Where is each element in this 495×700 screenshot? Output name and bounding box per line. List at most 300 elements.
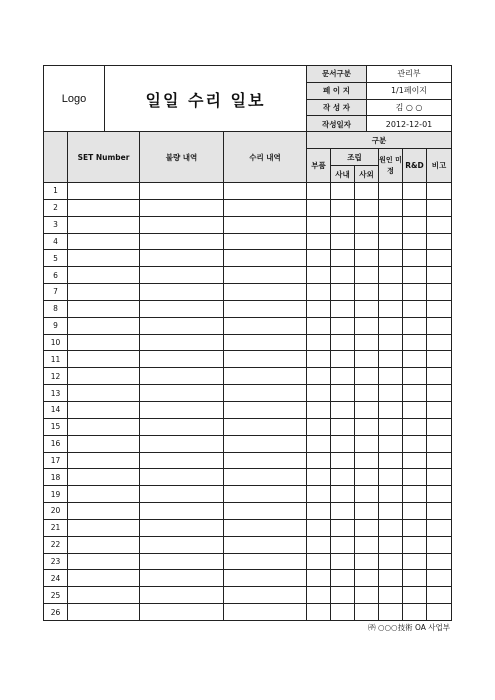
table-row [44,183,452,200]
entry-cell[interactable] [307,519,331,536]
entry-cell[interactable] [379,300,403,317]
entry-cell[interactable] [355,216,379,233]
entry-cell[interactable] [379,486,403,503]
row-number: 22 [44,536,68,553]
logo: Logo [44,66,105,133]
entry-cell[interactable] [379,183,403,200]
entry-cell[interactable] [427,250,452,267]
entry-cell[interactable] [355,267,379,284]
entry-cell[interactable] [68,469,140,486]
entry-cell[interactable] [68,435,140,452]
entry-cell[interactable] [68,300,140,317]
entry-cell[interactable] [307,385,331,402]
row-number: 15 [44,418,68,435]
table-row [44,233,452,250]
entry-cell[interactable] [379,604,403,621]
entry-cell[interactable] [379,199,403,216]
entry-cell[interactable] [307,183,331,200]
entry-cell[interactable] [427,486,452,503]
row-number: 19 [44,486,68,503]
entry-cell[interactable] [140,604,224,621]
entry-cell[interactable] [355,536,379,553]
entry-cell[interactable] [403,486,427,503]
entry-cell[interactable] [331,503,355,520]
entry-cell[interactable] [403,503,427,520]
entry-cell[interactable] [355,300,379,317]
entry-cell[interactable] [427,351,452,368]
entry-cell[interactable] [427,570,452,587]
parts-header: 부품 [307,149,331,183]
entry-cell[interactable] [427,536,452,553]
entry-cell[interactable] [68,233,140,250]
entry-cell[interactable] [140,519,224,536]
entry-cell[interactable] [307,199,331,216]
table-row [44,401,452,418]
entry-cell[interactable] [331,334,355,351]
entry-cell[interactable] [307,250,331,267]
outsourced-header: 사외 [355,166,379,183]
entry-cell[interactable] [427,587,452,604]
entry-cell[interactable] [379,536,403,553]
entry-cell[interactable] [403,250,427,267]
entry-cell[interactable] [224,452,307,469]
entry-cell[interactable] [140,267,224,284]
table-row [44,519,452,536]
entry-cell[interactable] [427,435,452,452]
entry-cell[interactable] [224,300,307,317]
entry-cell[interactable] [331,435,355,452]
entry-cell[interactable] [140,435,224,452]
entry-cell[interactable] [68,284,140,301]
entry-cell[interactable] [331,284,355,301]
entry-cell[interactable] [307,368,331,385]
entry-cell[interactable] [427,604,452,621]
entry-cell[interactable] [403,368,427,385]
entry-cell[interactable] [427,300,452,317]
entry-cell[interactable] [403,570,427,587]
entry-cell[interactable] [68,604,140,621]
entry-cell[interactable] [224,334,307,351]
entry-cell[interactable] [427,519,452,536]
entry-cell[interactable] [224,418,307,435]
entry-cell[interactable] [427,199,452,216]
meta-label-author: 작 성 자 [307,99,367,116]
entry-cell[interactable] [403,317,427,334]
entry-cell[interactable] [331,250,355,267]
entry-cell[interactable] [307,604,331,621]
entry-cell[interactable] [427,503,452,520]
meta-value-doc-type: 관리부 [367,66,452,83]
table-row [44,587,452,604]
entry-cell[interactable] [140,233,224,250]
entry-cell[interactable] [140,216,224,233]
entry-cell[interactable] [403,553,427,570]
rnd-header: R&D [403,149,427,183]
repair-log-table [43,131,452,621]
entry-cell[interactable] [379,452,403,469]
entry-cell[interactable] [379,401,403,418]
entry-cell[interactable] [379,317,403,334]
entry-cell[interactable] [379,469,403,486]
entry-cell[interactable] [355,183,379,200]
entry-cell[interactable] [140,300,224,317]
entry-cell[interactable] [224,435,307,452]
entry-cell[interactable] [403,216,427,233]
entry-cell[interactable] [307,570,331,587]
entry-cell[interactable] [403,233,427,250]
entry-cell[interactable] [224,368,307,385]
entry-cell[interactable] [379,587,403,604]
table-row [44,452,452,469]
entry-cell[interactable] [224,519,307,536]
row-number: 14 [44,401,68,418]
entry-cell[interactable] [224,385,307,402]
entry-cell[interactable] [307,284,331,301]
entry-cell[interactable] [379,351,403,368]
entry-cell[interactable] [403,519,427,536]
row-number: 9 [44,317,68,334]
entry-cell[interactable] [331,368,355,385]
defect-details-header: 불량 내역 [140,132,224,183]
entry-cell[interactable] [140,183,224,200]
entry-cell[interactable] [379,385,403,402]
entry-cell[interactable] [331,604,355,621]
entry-cell[interactable] [224,553,307,570]
entry-cell[interactable] [140,452,224,469]
entry-cell[interactable] [427,418,452,435]
entry-cell[interactable] [355,401,379,418]
entry-cell[interactable] [355,604,379,621]
row-number: 2 [44,199,68,216]
entry-cell[interactable] [331,317,355,334]
row-number: 11 [44,351,68,368]
entry-cell[interactable] [331,469,355,486]
meta-value-date: 2012-12-01 [367,116,452,133]
entry-cell[interactable] [403,267,427,284]
row-number: 24 [44,570,68,587]
entry-cell[interactable] [427,401,452,418]
row-number: 21 [44,519,68,536]
entry-cell[interactable] [403,418,427,435]
entry-cell[interactable] [307,486,331,503]
table-row [44,351,452,368]
entry-cell[interactable] [403,183,427,200]
entry-cell[interactable] [403,385,427,402]
entry-cell[interactable] [427,284,452,301]
entry-cell[interactable] [379,435,403,452]
entry-cell[interactable] [403,334,427,351]
entry-cell[interactable] [307,216,331,233]
meta-label-doc-type: 문서구분 [307,66,367,83]
table-row [44,418,452,435]
entry-cell[interactable] [379,503,403,520]
entry-cell[interactable] [355,317,379,334]
entry-cell[interactable] [307,317,331,334]
table-row [44,435,452,452]
entry-cell[interactable] [307,553,331,570]
entry-cell[interactable] [68,452,140,469]
entry-cell[interactable] [68,250,140,267]
row-number: 23 [44,553,68,570]
entry-cell[interactable] [403,452,427,469]
entry-cell[interactable] [140,250,224,267]
entry-cell[interactable] [331,536,355,553]
entry-cell[interactable] [355,553,379,570]
row-number: 25 [44,587,68,604]
entry-cell[interactable] [68,199,140,216]
entry-cell[interactable] [427,267,452,284]
document-title: 일일 수리 일보 [105,66,307,133]
entry-cell[interactable] [427,385,452,402]
entry-cell[interactable] [331,199,355,216]
entry-cell[interactable] [224,401,307,418]
entry-cell[interactable] [427,452,452,469]
entry-cell[interactable] [140,351,224,368]
entry-cell[interactable] [68,216,140,233]
entry-cell[interactable] [68,553,140,570]
entry-cell[interactable] [427,216,452,233]
entry-cell[interactable] [331,418,355,435]
table-row [44,604,452,621]
row-number: 4 [44,233,68,250]
row-number: 20 [44,503,68,520]
entry-cell[interactable] [331,183,355,200]
entry-cell[interactable] [379,267,403,284]
assembly-header: 조립 [331,149,379,166]
entry-cell[interactable] [355,435,379,452]
entry-cell[interactable] [224,267,307,284]
entry-cell[interactable] [68,536,140,553]
entry-cell[interactable] [307,418,331,435]
entry-cell[interactable] [140,536,224,553]
entry-cell[interactable] [331,587,355,604]
entry-cell[interactable] [403,435,427,452]
entry-cell[interactable] [331,216,355,233]
entry-cell[interactable] [68,368,140,385]
entry-cell[interactable] [307,351,331,368]
entry-cell[interactable] [68,418,140,435]
entry-cell[interactable] [331,553,355,570]
entry-cell[interactable] [307,435,331,452]
entry-cell[interactable] [68,267,140,284]
entry-cell[interactable] [140,284,224,301]
entry-cell[interactable] [331,452,355,469]
entry-cell[interactable] [140,486,224,503]
entry-cell[interactable] [379,216,403,233]
entry-cell[interactable] [403,604,427,621]
entry-cell[interactable] [355,199,379,216]
entry-cell[interactable] [307,233,331,250]
entry-cell[interactable] [68,351,140,368]
category-header: 구분 [307,132,452,149]
entry-cell[interactable] [68,334,140,351]
entry-cell[interactable] [355,250,379,267]
entry-cell[interactable] [140,317,224,334]
entry-cell[interactable] [355,385,379,402]
entry-cell[interactable] [224,469,307,486]
entry-cell[interactable] [224,199,307,216]
entry-cell[interactable] [68,401,140,418]
entry-cell[interactable] [355,519,379,536]
row-number: 16 [44,435,68,452]
entry-cell[interactable] [331,401,355,418]
entry-cell[interactable] [331,519,355,536]
entry-cell[interactable] [379,368,403,385]
entry-cell[interactable] [224,604,307,621]
entry-cell[interactable] [307,401,331,418]
entry-cell[interactable] [68,519,140,536]
entry-cell[interactable] [355,368,379,385]
entry-cell[interactable] [331,385,355,402]
cause-undetermined-header: 원인 미정 [379,149,403,183]
table-row [44,250,452,267]
entry-cell[interactable] [331,570,355,587]
entry-cell[interactable] [68,587,140,604]
row-number: 10 [44,334,68,351]
entry-cell[interactable] [68,486,140,503]
row-number: 6 [44,267,68,284]
entry-cell[interactable] [331,351,355,368]
row-number: 12 [44,368,68,385]
entry-cell[interactable] [307,536,331,553]
entry-cell[interactable] [355,233,379,250]
table-row [44,267,452,284]
remarks-header: 비고 [427,149,452,183]
entry-cell[interactable] [427,317,452,334]
row-number: 17 [44,452,68,469]
repair-details-header: 수리 내역 [224,132,307,183]
entry-cell[interactable] [307,300,331,317]
entry-cell[interactable] [140,368,224,385]
company-footer: ㈜ ○○○技術 OA 사업부 [368,623,450,632]
entry-cell[interactable] [140,401,224,418]
entry-cell[interactable] [379,250,403,267]
row-number: 18 [44,469,68,486]
table-row [44,486,452,503]
entry-cell[interactable] [403,300,427,317]
entry-cell[interactable] [224,486,307,503]
entry-cell[interactable] [307,469,331,486]
log-body [44,183,452,621]
entry-cell[interactable] [331,300,355,317]
table-row [44,536,452,553]
entry-cell[interactable] [140,587,224,604]
table-row [44,469,452,486]
row-number: 5 [44,250,68,267]
entry-cell[interactable] [140,418,224,435]
entry-cell[interactable] [355,587,379,604]
set-number-header: SET Number [68,132,140,183]
entry-cell[interactable] [140,503,224,520]
entry-cell[interactable] [331,267,355,284]
entry-cell[interactable] [403,199,427,216]
entry-cell[interactable] [379,334,403,351]
entry-cell[interactable] [403,587,427,604]
entry-cell[interactable] [427,368,452,385]
entry-cell[interactable] [355,334,379,351]
table-row [44,216,452,233]
entry-cell[interactable] [355,418,379,435]
entry-cell[interactable] [355,486,379,503]
entry-cell[interactable] [403,469,427,486]
entry-cell[interactable] [224,317,307,334]
entry-cell[interactable] [355,284,379,301]
entry-cell[interactable] [224,284,307,301]
entry-cell[interactable] [355,351,379,368]
entry-cell[interactable] [403,351,427,368]
entry-cell[interactable] [224,587,307,604]
meta-value-author: 김 ○ ○ [367,99,452,116]
entry-cell[interactable] [379,519,403,536]
entry-cell[interactable] [140,334,224,351]
entry-cell[interactable] [355,452,379,469]
entry-cell[interactable] [331,486,355,503]
entry-cell[interactable] [140,553,224,570]
entry-cell[interactable] [331,233,355,250]
entry-cell[interactable] [224,183,307,200]
entry-cell[interactable] [224,503,307,520]
entry-cell[interactable] [379,570,403,587]
entry-cell[interactable] [355,503,379,520]
table-row [44,334,452,351]
entry-cell[interactable] [140,385,224,402]
table-row [44,199,452,216]
entry-cell[interactable] [68,183,140,200]
meta-label-page: 페 이 지 [307,82,367,99]
entry-cell[interactable] [307,267,331,284]
entry-cell[interactable] [224,233,307,250]
entry-cell[interactable] [68,570,140,587]
entry-cell[interactable] [140,570,224,587]
entry-cell[interactable] [379,553,403,570]
row-number: 7 [44,284,68,301]
entry-cell[interactable] [224,536,307,553]
entry-cell[interactable] [68,503,140,520]
table-row [44,503,452,520]
entry-cell[interactable] [224,570,307,587]
entry-cell[interactable] [427,553,452,570]
entry-cell[interactable] [427,233,452,250]
row-number: 8 [44,300,68,317]
entry-cell[interactable] [355,570,379,587]
entry-cell[interactable] [224,351,307,368]
entry-cell[interactable] [355,469,379,486]
entry-cell[interactable] [403,401,427,418]
entry-cell[interactable] [403,284,427,301]
entry-cell[interactable] [379,233,403,250]
entry-cell[interactable] [307,587,331,604]
table-row [44,317,452,334]
inhouse-header: 사내 [331,166,355,183]
entry-cell[interactable] [427,469,452,486]
entry-cell[interactable] [307,334,331,351]
meta-value-page: 1/1페이지 [367,82,452,99]
entry-cell[interactable] [403,536,427,553]
entry-cell[interactable] [140,469,224,486]
entry-cell[interactable] [224,250,307,267]
table-row [44,570,452,587]
entry-cell[interactable] [307,452,331,469]
entry-cell[interactable] [307,503,331,520]
entry-cell[interactable] [379,418,403,435]
entry-cell[interactable] [68,385,140,402]
entry-cell[interactable] [140,199,224,216]
entry-cell[interactable] [427,334,452,351]
entry-cell[interactable] [379,284,403,301]
entry-cell[interactable] [224,216,307,233]
entry-cell[interactable] [427,183,452,200]
entry-cell[interactable] [68,317,140,334]
